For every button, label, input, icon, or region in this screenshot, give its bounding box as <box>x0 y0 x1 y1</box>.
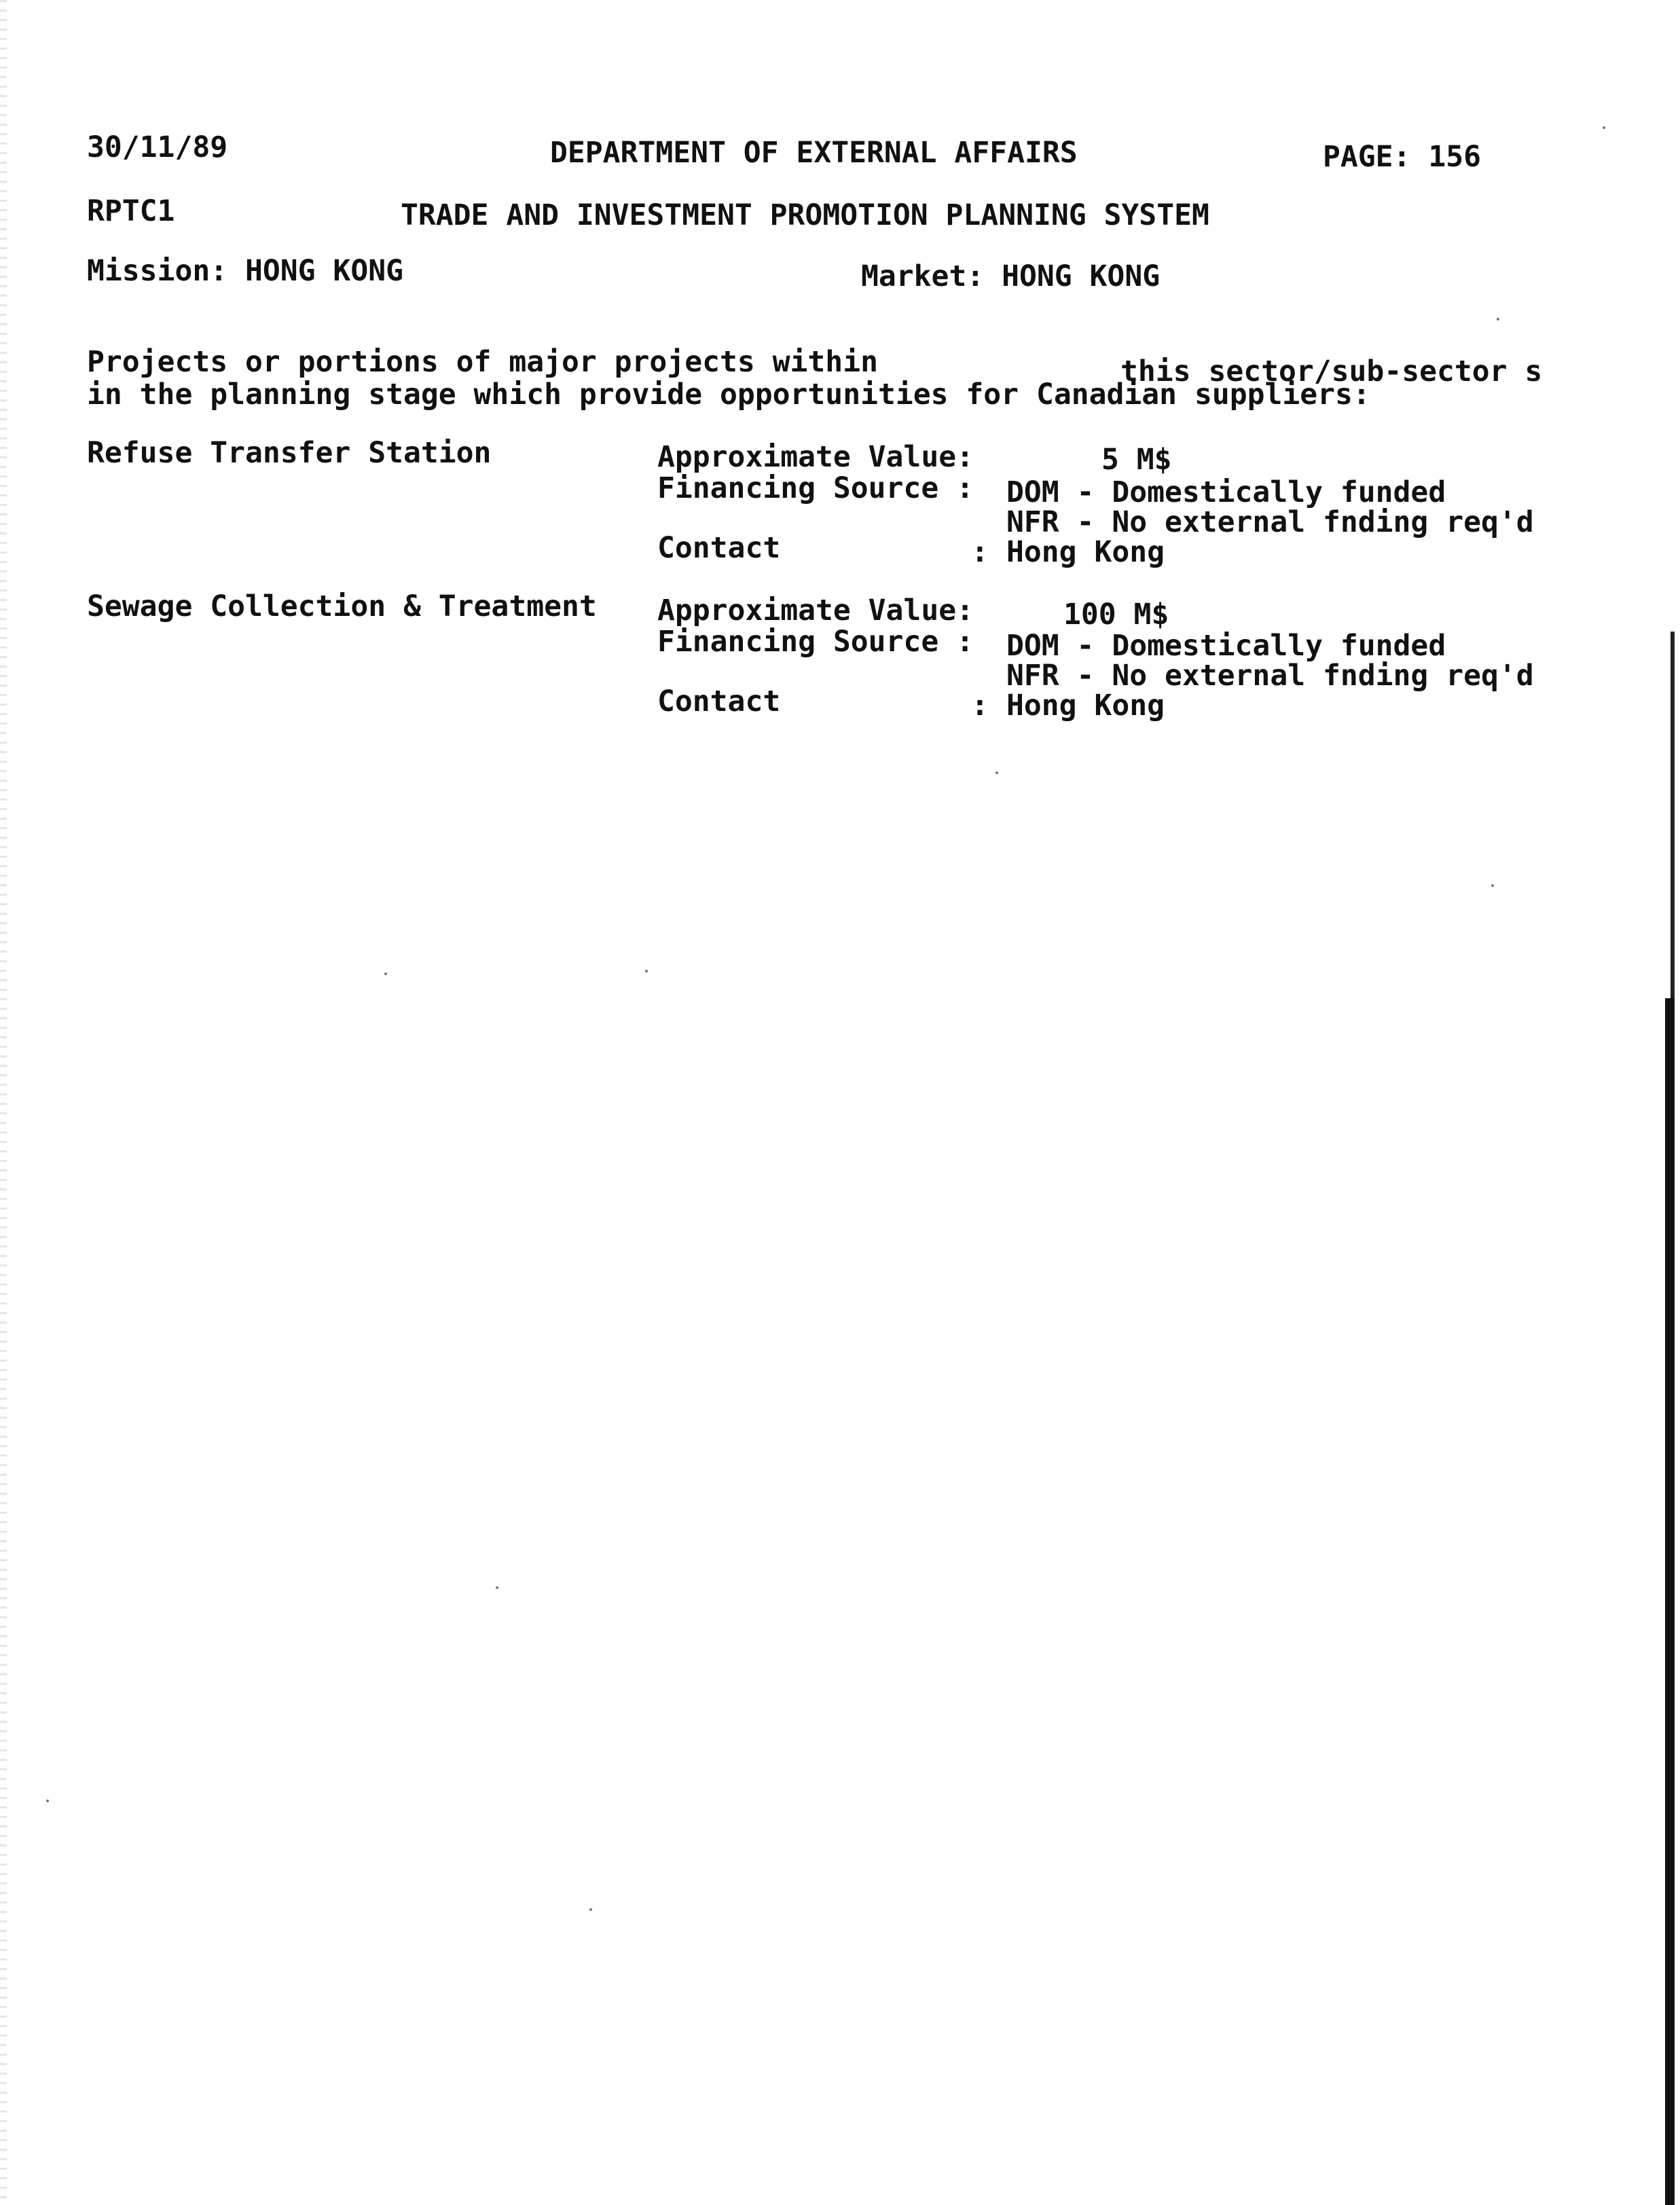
contact-value: Hong Kong <box>1006 689 1165 723</box>
scan-speck <box>996 771 998 774</box>
market: Market: HONG KONG <box>861 259 1161 293</box>
scan-right-edge-upper <box>1670 632 1675 1012</box>
financing-source-label: Financing Source : <box>657 471 974 505</box>
scan-speck <box>1491 884 1494 887</box>
report-code: RPTC1 <box>87 194 175 228</box>
scan-speck <box>1603 126 1605 129</box>
approx-value: 100 M$ <box>1063 598 1169 632</box>
scan-speck <box>645 970 648 972</box>
financing-source-label: Financing Source : <box>657 625 974 659</box>
intro-line-1-right: this sector/sub-sector s <box>1120 354 1543 388</box>
approx-value-label: Approximate Value: <box>657 440 974 474</box>
intro-line-2: in the planning stage which provide opportunities for Canadian suppliers: <box>87 378 1370 412</box>
financing-source-1: DOM - Domestically funded <box>1006 629 1446 663</box>
scan-left-edge <box>0 0 7 2205</box>
contact-label: Contact <box>657 685 781 718</box>
page-number: PAGE: 156 <box>1323 140 1481 174</box>
mission: Mission: HONG KONG <box>87 254 403 288</box>
financing-source-1: DOM - Domestically funded <box>1006 475 1446 509</box>
contact-value: Hong Kong <box>1006 535 1165 569</box>
scan-speck <box>384 972 387 975</box>
system-title: TRADE AND INVESTMENT PROMOTION PLANNING SYSTEM <box>401 198 1209 232</box>
scan-speck <box>589 1908 592 1911</box>
scan-speck <box>1497 318 1499 321</box>
project-name: Refuse Transfer Station <box>87 436 492 470</box>
contact-colon: : <box>971 689 989 723</box>
approx-value: 5 M$ <box>1101 443 1172 477</box>
department-title: DEPARTMENT OF EXTERNAL AFFAIRS <box>550 136 1078 170</box>
contact-label: Contact <box>657 531 781 565</box>
scan-speck <box>46 1800 49 1802</box>
financing-source-2: NFR - No external fnding req'd <box>1006 505 1534 539</box>
report-date: 30/11/89 <box>87 130 228 164</box>
financing-source-2: NFR - No external fnding req'd <box>1006 659 1534 693</box>
approx-value-label: Approximate Value: <box>657 594 974 627</box>
intro-line-1: Projects or portions of major projects within <box>87 345 878 379</box>
scan-right-edge <box>1665 998 1675 2205</box>
contact-colon: : <box>971 535 989 569</box>
project-name: Sewage Collection & Treatment <box>87 589 597 623</box>
scan-speck <box>496 1586 498 1589</box>
